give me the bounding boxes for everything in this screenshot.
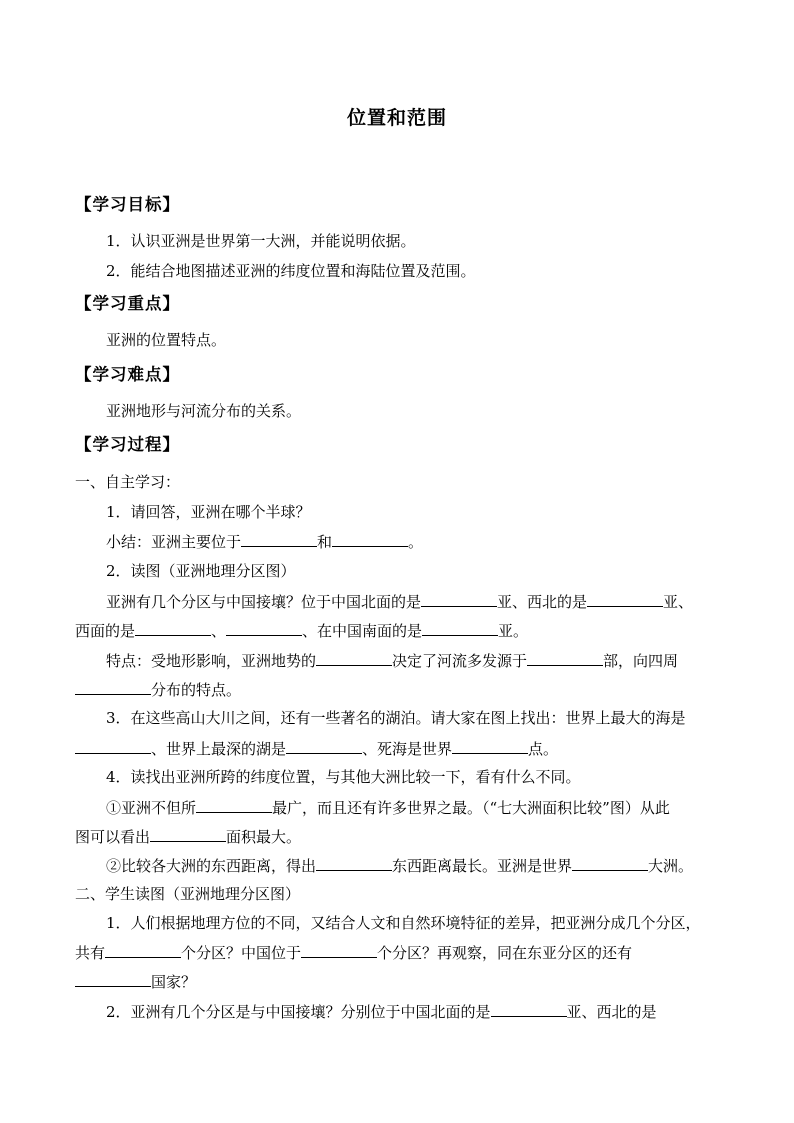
answer-blank[interactable]: [75, 679, 151, 695]
heading-process: 【学习过程】: [75, 435, 180, 454]
answer-blank[interactable]: [587, 591, 663, 607]
heading-difficulty: 【学习难点】: [75, 365, 180, 384]
answer-blank[interactable]: [316, 650, 392, 666]
s2-question-2-text-a: 2．亚洲有几个分区是与中国接壤？分别位于中国北面的是: [106, 1003, 491, 1021]
answer-blank[interactable]: [491, 1001, 567, 1017]
s2-question-1: 1．人们根据地理方位的不同，又结合人文和自然环境特征的差异，把亚洲分成几个分区，: [106, 914, 701, 932]
s1-para-2-text-b: 、: [211, 622, 227, 640]
answer-blank[interactable]: [572, 855, 648, 871]
answer-blank[interactable]: [332, 531, 408, 547]
s1-question-3-text-c: 、死海是世界: [362, 740, 453, 758]
goal-item-2: 2．能结合地图描述亚洲的纬度位置和海陆位置及范围。: [106, 262, 476, 280]
s1-para-2-text-a: 西面的是: [75, 622, 136, 640]
answer-blank[interactable]: [135, 620, 211, 636]
s1-summary-text-c: 。: [408, 533, 424, 551]
s1-para-3-text-c: 部，向四周: [603, 652, 679, 670]
s1-para-2-text-d: 亚。: [498, 622, 529, 640]
s1-point-2: [106, 855, 693, 876]
s1-point-1-text-b: 最广，而且还有许多世界之最。（“七大洲面积比较”图）从此: [272, 799, 670, 817]
s2-question-2-text-b: 亚、西北的是: [566, 1003, 657, 1021]
focus-text: 亚洲的位置特点。: [106, 331, 227, 349]
goal-item-1: 1．认识亚洲是世界第一大洲，并能说明依据。: [106, 232, 416, 250]
s1-question-3-text-a: 3．在这些高山大川之间，还有一些著名的湖泊。请大家在图上找出：世界上最大的海是: [106, 709, 686, 727]
answer-blank[interactable]: [301, 942, 377, 958]
s1-summary-line: [106, 531, 423, 552]
s1-question-3: [106, 708, 686, 728]
answer-blank[interactable]: [75, 738, 151, 754]
s1-para-1: [106, 591, 693, 612]
s1-para-2-text-c: 、在中国南面的是: [302, 622, 423, 640]
s1-point-2-text-c: 大洲。: [648, 857, 694, 875]
s1-para-3: [106, 650, 678, 671]
s1-para-2: [75, 620, 528, 641]
answer-blank[interactable]: [196, 797, 272, 813]
section-2-title: 二、学生读图（亚洲地理分区图）: [75, 885, 301, 903]
s1-question-2: 2．读图（亚洲地理分区图）: [106, 562, 296, 580]
s1-point-1-cont: [75, 826, 301, 847]
s1-point-1-text-c: 图可以看出: [75, 828, 151, 846]
answer-blank[interactable]: [316, 855, 392, 871]
s1-para-1-text-c: 亚、: [663, 593, 694, 611]
answer-blank[interactable]: [286, 738, 362, 754]
s2-question-1-text-d: 个分区？再观察，同在东亚分区的还有: [377, 944, 633, 962]
heading-goals: 【学习目标】: [75, 195, 180, 214]
s1-para-1-text-b: 亚、西北的是: [497, 593, 588, 611]
answer-blank[interactable]: [150, 826, 226, 842]
s1-para-4: [75, 679, 241, 700]
s2-question-1-text-c: 个分区？中国位于: [181, 944, 302, 962]
s1-point-2-text-b: 东西距离最长。亚洲是世界: [392, 857, 573, 875]
answer-blank[interactable]: [75, 971, 151, 987]
s1-point-2-text-a: ②比较各大洲的东西距离，得出: [106, 857, 317, 875]
s2-question-1-text-e: 国家？: [151, 973, 197, 991]
s1-point-1-text-d: 面积最大。: [226, 828, 302, 846]
s2-question-2: [106, 1001, 657, 1022]
answer-blank[interactable]: [226, 620, 302, 636]
s1-question-3-text-d: 点。: [528, 740, 559, 758]
s2-question-1-cont: [75, 942, 632, 963]
s1-question-3-text-b: 、世界上最深的湖是: [151, 740, 287, 758]
s1-summary-text-a: 小结：亚洲主要位于: [106, 533, 242, 551]
s1-para-1-text-a: 亚洲有几个分区与中国接壤？位于中国北面的是: [106, 593, 422, 611]
s1-para-3-text-a: 特点：受地形影响，亚洲地势的: [106, 652, 317, 670]
s1-question-1: 1．请回答，亚洲在哪个半球？: [106, 503, 311, 521]
s1-para-3-text-b: 决定了河流多发源于: [392, 652, 528, 670]
section-1-title: 一、自主学习：: [75, 473, 181, 491]
answer-blank[interactable]: [105, 942, 181, 958]
s1-point-1: [106, 797, 670, 818]
s2-question-1-end: [75, 971, 196, 992]
answer-blank[interactable]: [241, 531, 317, 547]
s1-question-4: 4．读找出亚洲所跨的纬度位置，与其他大洲比较一下，看有什么不同。: [106, 768, 581, 786]
page-title: 位置和范围: [346, 107, 447, 129]
difficulty-text: 亚洲地形与河流分布的关系。: [106, 402, 302, 420]
s1-question-3-cont: [75, 738, 558, 759]
answer-blank[interactable]: [452, 738, 528, 754]
s1-para-4-text-a: 分布的特点。: [151, 681, 242, 699]
answer-blank[interactable]: [421, 591, 497, 607]
heading-focus: 【学习重点】: [75, 294, 180, 313]
answer-blank[interactable]: [422, 620, 498, 636]
answer-blank[interactable]: [527, 650, 603, 666]
s1-summary-text-b: 和: [317, 533, 333, 551]
s2-question-1-text-b: 共有: [75, 944, 106, 962]
s1-point-1-text-a: ①亚洲不但所: [106, 799, 197, 817]
